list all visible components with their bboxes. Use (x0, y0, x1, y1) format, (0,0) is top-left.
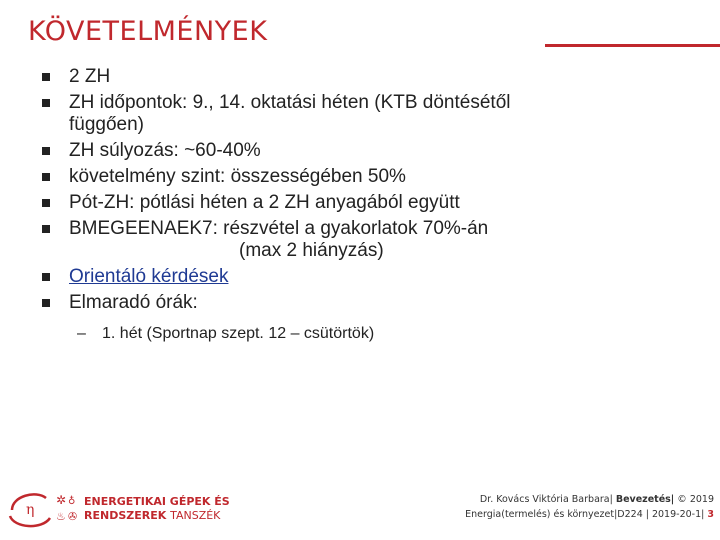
square-bullet-icon (42, 173, 50, 181)
square-bullet-icon (42, 147, 50, 155)
square-bullet-icon (42, 299, 50, 307)
department-name-line2-light: TANSZÉK (170, 509, 221, 522)
footer-copyright: © 2019 (677, 494, 714, 505)
footer-line1 (465, 492, 714, 507)
footer-author: Dr. Kovács Viktória Barbara| (479, 494, 613, 505)
sub-bullet-text: 1. hét (Sportnap szept. 12 – csütörtök) (102, 325, 375, 342)
square-bullet-icon (42, 273, 50, 281)
bullet-continuation: függően) (69, 114, 145, 135)
bullet-item (40, 266, 700, 288)
bullet-item (40, 92, 700, 136)
orientation-questions-link[interactable]: Orientáló kérdések (69, 266, 229, 287)
bullet-item (40, 292, 700, 314)
department-name-line2 (84, 509, 230, 523)
footer-section: Bevezetés| (615, 494, 675, 505)
footer-course: Energia(termelés) és környezet|D224 | 2019-20-1| (465, 509, 705, 520)
bullet-text: 2 ZH (69, 66, 111, 87)
bullet-item (40, 140, 700, 162)
footer-info (465, 492, 714, 522)
bullet-item (40, 192, 700, 214)
bullet-text: Pót-ZH: pótlási héten a 2 ZH anyagából együtt (69, 192, 460, 213)
bullet-list (40, 66, 700, 344)
bullet-text: Elmaradó órák: (69, 292, 198, 313)
bullet-text: BMEGEENAEK7: részvétel a gyakorlatok 70%-án (69, 218, 489, 239)
department-name-line1: ENERGETIKAI GÉPEK ÉS (84, 495, 230, 508)
bullet-text: követelmény szint: összességében 50% (69, 166, 406, 187)
svg-text:✇: ✇ (68, 510, 78, 523)
title-rule (545, 44, 720, 47)
svg-text:♨: ♨ (56, 510, 66, 523)
square-bullet-icon (42, 73, 50, 81)
dash-bullet: – (77, 325, 86, 342)
sub-bullet-item (40, 324, 700, 344)
bullet-text: ZH időpontok: 9., 14. oktatási héten (KTB döntésétől (69, 92, 511, 113)
square-bullet-icon (42, 199, 50, 207)
page-number: 3 (707, 509, 714, 520)
bullet-item (40, 66, 700, 88)
footer-line2 (465, 507, 714, 522)
department-name (84, 495, 230, 523)
svg-text:✲: ✲ (56, 493, 67, 507)
slide-title: KÖVETELMÉNYEK (28, 16, 268, 47)
svg-text:♁: ♁ (68, 496, 76, 507)
square-bullet-icon (42, 99, 50, 107)
bullet-continuation: (max 2 hiányzás) (239, 240, 384, 261)
bullet-item (40, 218, 700, 262)
bullet-text: ZH súlyozás: ~60-40% (69, 140, 261, 161)
bullet-item (40, 166, 700, 188)
square-bullet-icon (42, 225, 50, 233)
svg-text:η: η (26, 502, 35, 518)
department-name-line2-bold: RENDSZEREK (84, 509, 167, 522)
